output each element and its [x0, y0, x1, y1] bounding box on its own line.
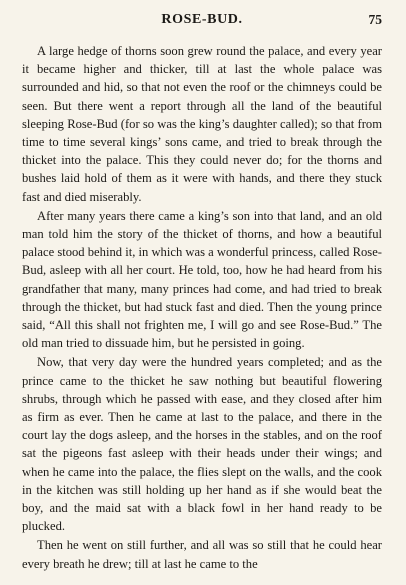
paragraph: After many years there came a king’s son into that land, and an old man told him the story of the thicket of thorns, and how a beautiful palace stood behind it, in which was a wonderful princess, called Rose-Bud, asleep with all her court. He told, too, how he had heard from his grandfather that many, many princes had come, and had tried to break through the thicket, but had stuck fast and died. Then the young prince said, “All this shall not frighten me, I will go and see Rose-Bud.” The old man tried to dissuade him, but he persisted in going. — [22, 208, 382, 351]
running-head — [22, 0, 382, 30]
running-title: ROSE-BUD. — [161, 12, 243, 27]
paragraph: Now, that very day were the hundred years completed; and as the prince came to the thicket he saw nothing but beautiful flowering shrubs, through which he passed with ease, and they closed after him as firm as ever. Then he came at last to the palace, and there in the court lay the dogs asleep, and the horses in the stables, and on the roof sat the pigeons fast asleep with their heads under their wings; and when he came into the palace, the flies slept on the walls, and the cook in the kitchen was still holding up her hand as if she would beat the boy, and the maid sat with a black fowl in her hand ready to be plucked. — [22, 355, 382, 534]
page-number: 75 — [368, 12, 382, 27]
paragraph: A large hedge of thorns soon grew round the palace, and every year it became higher and thicker, till at last the whole palace was surrounded and hid, so that not even the roof or the chimneys could be seen. But there went a report through all the land of the beautiful sleeping Rose-Bud (for so was the king’s daughter called); so that from time to time several kings’ sons came, and tried to break through the thicket into the palace. This they could never do; for the thorns and bushes laid hold of them as it were with hands, and there they stuck fast and died miserably. — [22, 44, 382, 204]
text-body — [22, 42, 382, 573]
paragraph: Then he went on still further, and all was so still that he could hear every breath he drew; till at last he came to the — [22, 538, 382, 571]
